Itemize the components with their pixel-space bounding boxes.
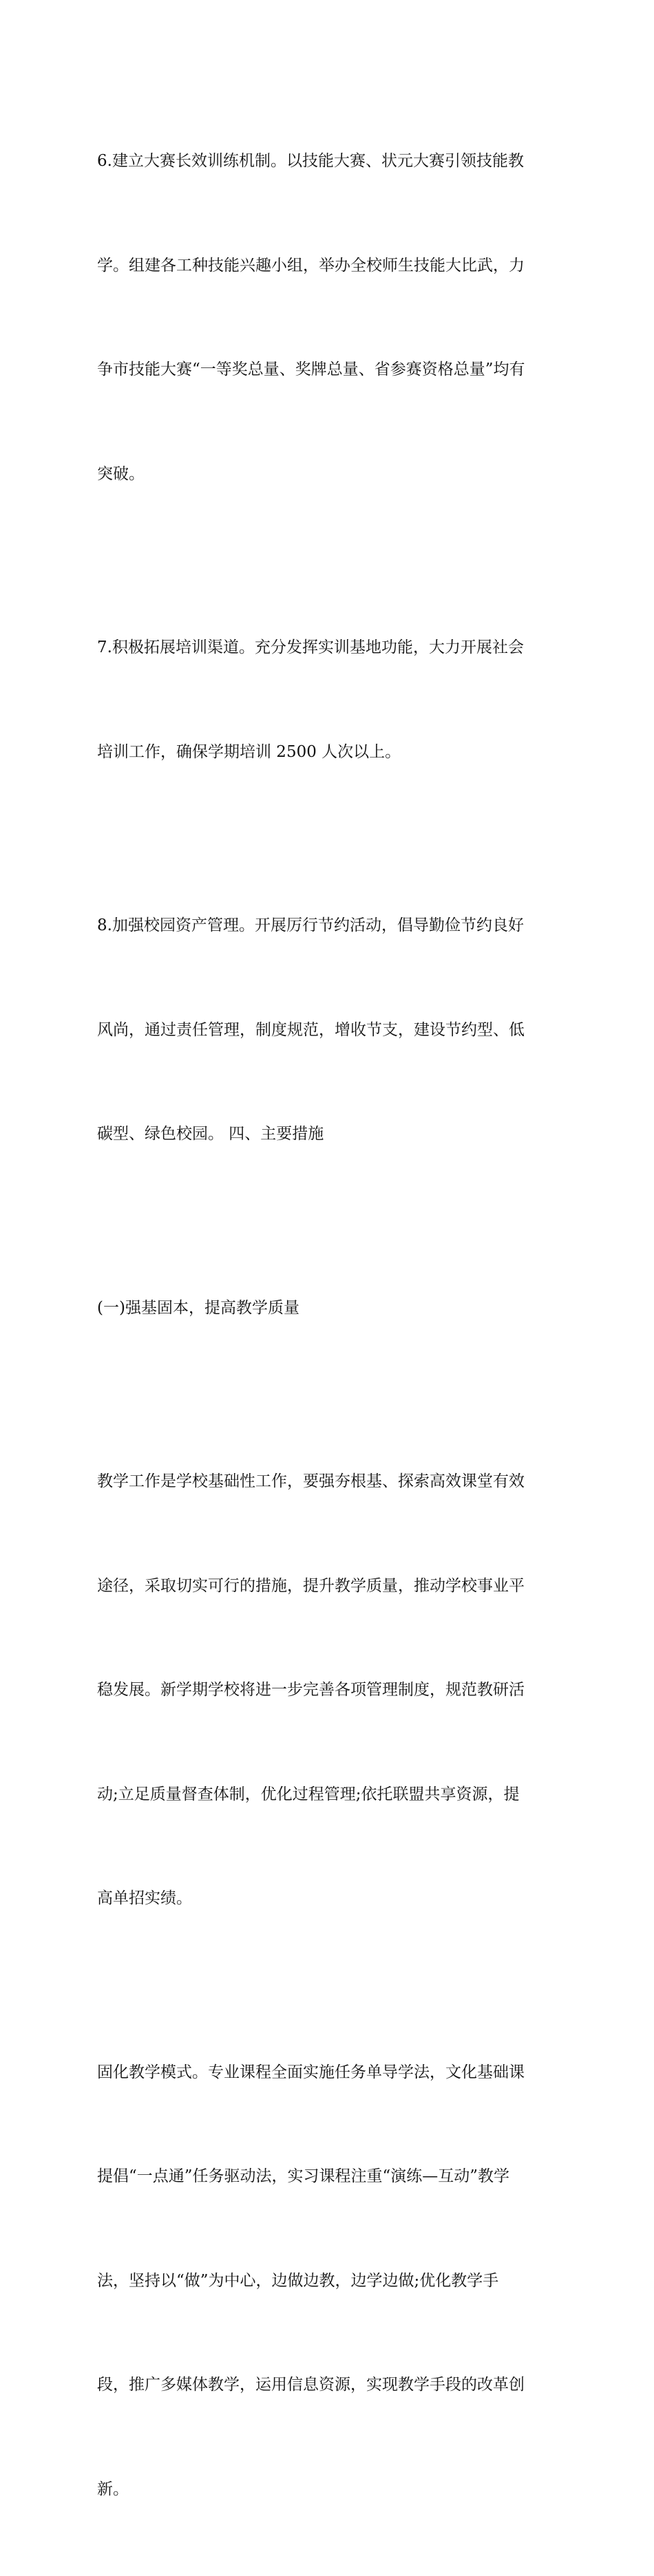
paragraph-item-6 [97,74,565,561]
document-body [97,74,565,2576]
text-line: 高单招实绩。 [97,1881,565,1916]
text-line: 提倡“一点通”任务驱动法，实习课程注重“演练—互动”教学 [97,2159,565,2194]
paragraph-teaching-work [97,1395,565,1986]
section-heading [97,1221,565,1395]
text-line: 风尚，通过责任管理，制度规范，增收节支，建设节约型、低 [97,1013,565,1048]
text-line: 教学工作是学校基础性工作，要强夯根基、探索高效课堂有效 [97,1464,565,1499]
paragraph-item-8 [97,839,565,1221]
text-line: 学。组建各工种技能兴趣小组，举办全校师生技能大比武，力 [97,248,565,283]
text-line: 动;立足质量督查体制，优化过程管理;依托联盟共享资源，提 [97,1777,565,1812]
text-line: 碳型、绿色校园。 四、主要措施 [97,1117,565,1152]
paragraph-item-7 [97,561,565,839]
text-line: 段，推广多媒体教学，运用信息资源，实现教学手段的改革创 [97,2368,565,2403]
text-line: 争市技能大赛“一等奖总量、奖牌总量、省参赛资格总量”均有 [97,352,565,387]
document-page [0,0,654,846]
text-line: 新。 [97,2472,565,2507]
paragraph-teaching-mode [97,1986,565,2576]
text-line: 7.积极拓展培训渠道。充分发挥实训基地功能，大力开展社会 [97,630,565,665]
text-line: 固化教学模式。专业课程全面实施任务单导学法，文化基础课 [97,2055,565,2090]
text-line: 培训工作，确保学期培训 2500 人次以上。 [97,735,565,770]
text-line: 法，坚持以“做”为中心，边做边教，边学边做;优化教学手 [97,2264,565,2299]
text-line: 8.加强校园资产管理。开展厉行节约活动，倡导勤俭节约良好 [97,908,565,943]
text-line: 6.建立大赛长效训练机制。以技能大赛、状元大赛引领技能教 [97,144,565,179]
text-line: 稳发展。新学期学校将进一步完善各项管理制度，规范教研活 [97,1673,565,1708]
text-line: (一)强基固本，提高教学质量 [97,1291,565,1326]
text-line: 突破。 [97,457,565,492]
text-line: 途径，采取切实可行的措施，提升教学质量，推动学校事业平 [97,1569,565,1604]
